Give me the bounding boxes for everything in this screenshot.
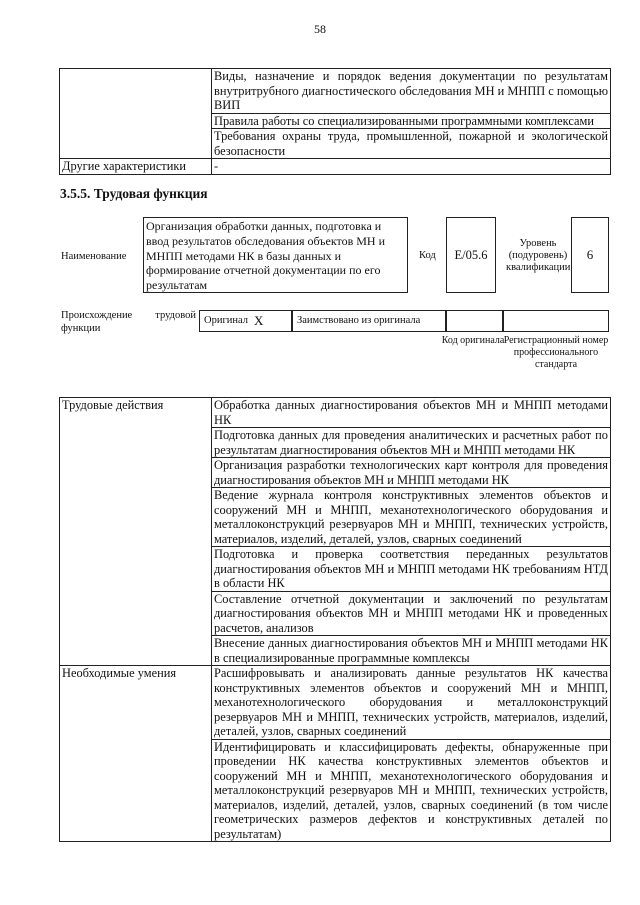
top-requirements-table [59, 68, 611, 175]
original-code-caption: Код оригинала [441, 335, 505, 346]
labour-action-item: Составление отчетной документации и заключений по результатам диагностирования объектов МН и МНПП методами НК и проведенных расчетов, анализов [212, 591, 611, 636]
labour-action-item: Внесение данных диагностирования объектов МН и МНПП методами НК в специализированные программные комплексы [212, 636, 611, 666]
page-number: 58 [314, 22, 326, 36]
level-label: Уровень (подуровень) квалификации [506, 238, 571, 273]
labour-action-item: Подготовка и проверка соответствия переданных результатов диагностирования объектов МН и МНПП методами НК требованиям НТД в области НК [212, 547, 611, 592]
original-label: Оригинал [204, 314, 248, 326]
original-cell [199, 310, 292, 332]
labour-action-item: Обработка данных диагностирования объектов МН и МНПП методами НК [212, 398, 611, 428]
borrowed-label: Заимствовано из оригинала [297, 314, 421, 326]
knowledge-item: Правила работы со специализированными программными комплексами [212, 113, 611, 129]
origin-label: Происхождение трудовой функции [61, 310, 196, 334]
original-code-cell [446, 310, 503, 332]
top-row-label-empty [60, 69, 212, 159]
required-skills-label: Необходимые умения [60, 666, 212, 842]
required-skill-item: Идентифицировать и классифицировать дефекты, обнаруженные при проведении НК качества конструктивных элементов объектов и сооружений МН и МНПП, механотехнологического оборудования и металлоконструкций резервуаров МН и МНПП, технических устройств, материалов, изделий, деталей, узлов, сварных соединений (в том числе геометрических размеров дефектов и конструктивных деталей по результатам) [212, 739, 611, 842]
borrowed-cell [292, 310, 446, 332]
other-characteristics-label: Другие характеристики [60, 159, 212, 175]
labour-action-item: Ведение журнала контроля конструктивных элементов объектов и сооружений МН и МНПП, механотехнологического оборудования и металлоконструкций резервуаров МН и МНПП, технических устройств, материалов, изделий, деталей, узлов, сварных соединений [212, 488, 611, 547]
labour-action-item: Подготовка данных для проведения аналитических и расчетных работ по результатам диагностирования объектов МН и МНПП методами НК [212, 428, 611, 458]
registration-number-cell [503, 310, 609, 332]
required-skill-item: Расшифровывать и анализировать данные результатов НК качества конструктивных элементов объектов и сооружений МН и МНПП, механотехнологического оборудования и металлоконструкций резервуаров МН и МНПП, технических устройств, материалов, изделий, деталей, узлов, сварных соединений [212, 666, 611, 740]
section-heading: 3.5.5. Трудовая функция [60, 186, 208, 201]
level-value: 6 [571, 217, 609, 293]
code-value: E/05.6 [446, 217, 496, 293]
knowledge-item: Требования охраны труда, промышленной, пожарной и экологической безопасности [212, 129, 611, 159]
labour-action-item: Организация разработки технологических карт контроля для проведения диагностирования объектов МН и МНПП методами НК [212, 458, 611, 488]
function-name-value: Организация обработки данных, подготовка и ввод результатов обследования объектов МН и МНПП методами НК в базы данных и формирование отчетной документации по его результатам [143, 217, 408, 293]
other-characteristics-value: - [212, 159, 611, 175]
name-label: Наименование [61, 251, 127, 262]
original-mark: X [254, 313, 264, 328]
labour-function-table [59, 397, 611, 842]
code-label: Код [419, 250, 436, 261]
labour-actions-label: Трудовые действия [60, 398, 212, 666]
registration-number-caption: Регистрационный номер профессионального стандарта [503, 335, 609, 370]
knowledge-item: Виды, назначение и порядок ведения документации по результатам внутритрубного диагностического обследования МН и МНПП с помощью ВИП [212, 69, 611, 114]
